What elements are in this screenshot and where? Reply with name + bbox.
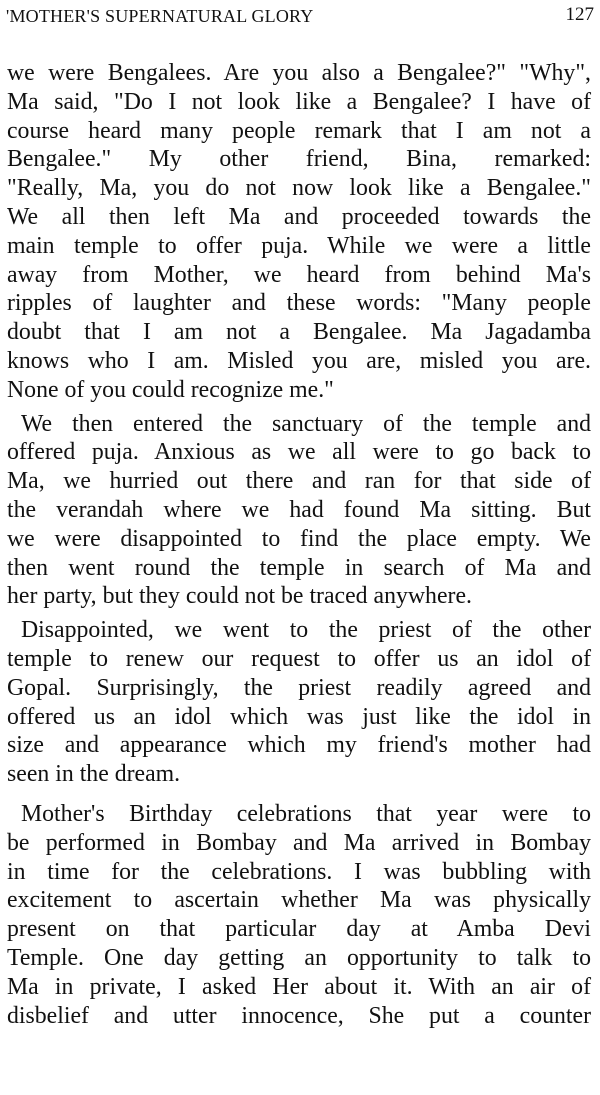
text-line: Disappointed, we went to the priest of the other xyxy=(21,617,591,644)
text-line: offered puja. Anxious as we all were to go back to xyxy=(7,439,591,466)
text-line: we were Bengalees. Are you also a Bengalee?" "Why", xyxy=(7,60,591,86)
text-line: Bengalee." My other friend, Bina, remarked: xyxy=(7,146,591,173)
text-line: course heard many people remark that I am not a xyxy=(7,117,591,144)
text-line: temple to renew our request to offer us an idol of xyxy=(7,645,591,672)
body-text xyxy=(7,59,591,1030)
text-line: knows who I am. Misled you are, misled you are. xyxy=(7,347,591,374)
text-line: doubt that I am not a Bengalee. Ma Jagadamba xyxy=(7,319,591,346)
text-line: Mother's Birthday celebrations that year were to xyxy=(21,800,591,827)
text-line: We all then left Ma and proceeded towards the xyxy=(7,203,591,230)
text-line: then went round the temple in search of Ma and xyxy=(7,554,591,581)
text-line: the verandah where we had found Ma sitting. But xyxy=(7,496,591,523)
paragraph-2 xyxy=(7,410,591,612)
text-line: seen in the dream. xyxy=(7,761,181,788)
text-line: Temple. One day getting an opportunity to talk to xyxy=(7,944,591,971)
text-line: disbelief and utter innocence, She put a counter xyxy=(7,1002,591,1029)
text-line: her party, but they could not be traced anywhere. xyxy=(7,583,472,610)
page-number: 127 xyxy=(565,4,594,25)
text-line: Ma in private, I asked Her about it. With an air of xyxy=(7,973,591,1000)
text-line: excitement to ascertain whether Ma was physically xyxy=(7,887,591,914)
text-line: "Really, Ma, you do not now look like a Bengalee." xyxy=(7,175,591,202)
text-line: we were disappointed to find the place empty. We xyxy=(7,525,591,552)
text-line: in time for the celebrations. I was bubbling with xyxy=(7,858,591,885)
text-line: None of you could recognize me." xyxy=(7,376,334,403)
text-line: present on that particular day at Amba Devi xyxy=(7,916,591,943)
text-line: Gopal. Surprisingly, the priest readily agreed and xyxy=(7,674,591,701)
paragraph-4 xyxy=(7,800,591,1030)
text-line: Ma said, "Do I not look like a Bengalee? I have of xyxy=(7,88,591,115)
text-line: Ma, we hurried out there and ran for that side of xyxy=(7,468,591,495)
running-head: 'MOTHER'S SUPERNATURAL GLORY xyxy=(6,6,314,26)
text-line: main temple to offer puja. While we were a little xyxy=(7,232,591,259)
paragraph-1 xyxy=(7,59,591,405)
text-line: ripples of laughter and these words: "Many people xyxy=(7,290,591,317)
text-line: be performed in Bombay and Ma arrived in Bombay xyxy=(7,829,591,856)
text-line: offered us an idol which was just like the idol in xyxy=(7,703,591,730)
paragraph-3 xyxy=(7,616,591,789)
text-line: size and appearance which my friend's mother had xyxy=(7,732,591,759)
text-line: We then entered the sanctuary of the temple and xyxy=(21,410,591,437)
text-line: away from Mother, we heard from behind Ma's xyxy=(7,261,591,288)
